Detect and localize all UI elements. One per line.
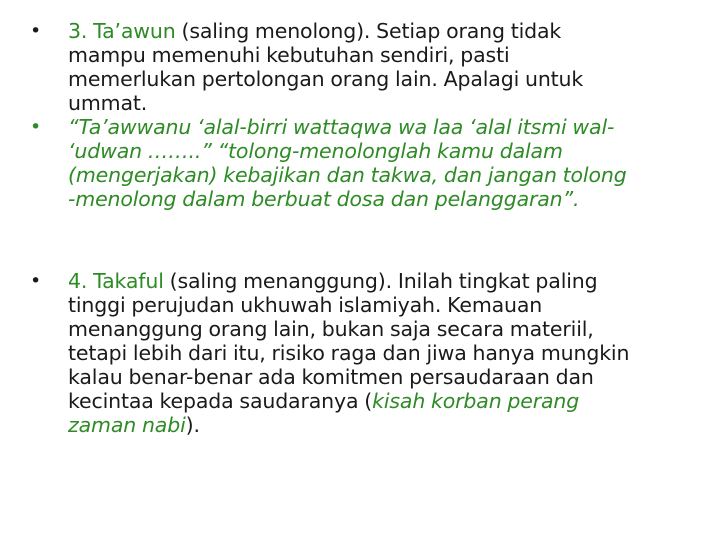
bullet-icon: • (30, 20, 42, 42)
takaful-line-7 (68, 413, 702, 437)
takaful-number: 4. (68, 269, 94, 293)
taawun-text-1: (saling menolong). Setiap orang tidak (175, 19, 562, 43)
bullet-item-takaful (22, 269, 702, 437)
bullet-item-taawun (22, 19, 702, 115)
quote-line-4: -menolong dalam berbuat dosa dan pelanggaran”. (68, 187, 580, 211)
takaful-line-3: menanggung orang lain, bukan saja secara materiil, (68, 317, 594, 341)
quote-line-3: (mengerjakan) kebajikan dan takwa, dan jangan tolong (68, 163, 627, 187)
takaful-text-6: kecintaa kepada saudaranya ( (68, 389, 373, 413)
takaful-line-6 (68, 389, 702, 413)
bullet-icon: • (30, 116, 42, 138)
quote-line-1: “Ta’awwanu ‘alal-birri wattaqwa wa laa ‘alal itsmi wal- (68, 115, 615, 139)
takaful-text-1: (saling menanggung). Inilah tingkat paling (163, 269, 598, 293)
bullet-list-bottom (22, 269, 702, 437)
takaful-line-5: kalau benar-benar ada komitmen persaudaraan dan (68, 365, 594, 389)
bullet-icon: • (30, 270, 42, 292)
takaful-line-2: tinggi perujudan ukhuwah islamiyah. Kemauan (68, 293, 543, 317)
takaful-term: Takaful (93, 269, 164, 293)
bullet-list-top (22, 19, 702, 211)
takaful-example-2: zaman nabi (68, 413, 186, 437)
takaful-example-1: kisah korban perang (372, 389, 580, 413)
takaful-line-4: tetapi lebih dari itu, risiko raga dan jiwa hanya mungkin (68, 341, 630, 365)
bullet-item-quote (22, 115, 702, 211)
taawun-line-2: mampu memenuhi kebutuhan sendiri, pasti (68, 43, 510, 67)
takaful-line-1 (68, 269, 702, 293)
taawun-line-4: ummat. (68, 91, 148, 115)
taawun-line-1 (68, 19, 702, 43)
takaful-closing: ). (185, 413, 200, 437)
taawun-term: 3. Ta’awun (68, 19, 176, 43)
quote-line-2: ‘udwan ……..” “tolong-menolonglah kamu dalam (68, 139, 563, 163)
taawun-line-3: memerlukan pertolongan orang lain. Apalagi untuk (68, 67, 584, 91)
